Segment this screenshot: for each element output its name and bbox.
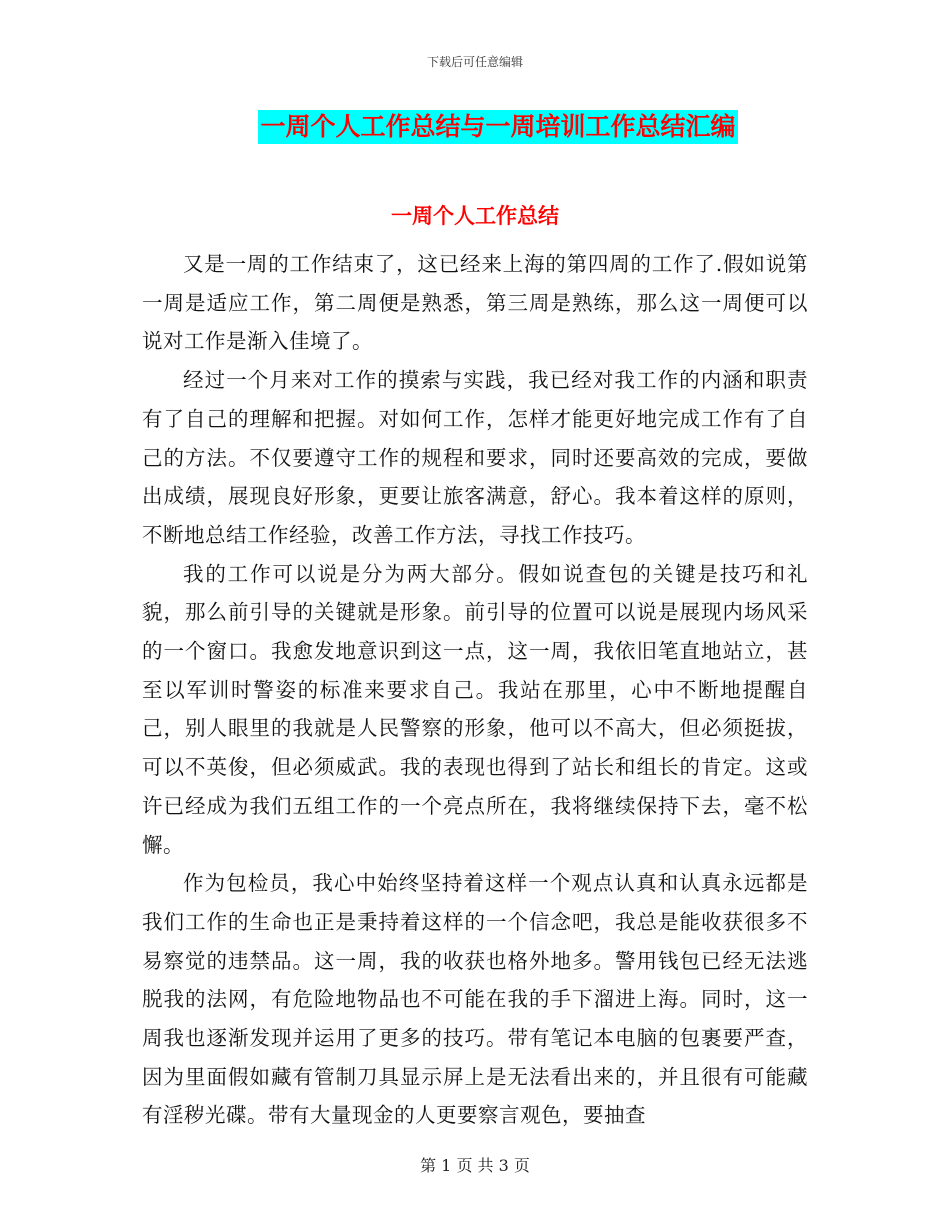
document-title-container [0,110,950,144]
paragraph-3: 我的工作可以说是分为两大部分。假如说查包的关键是技巧和礼貌，那么前引导的关键就是形象。前引导的位置可以说是展现内场风采的一个窗口。我愈发地意识到这一点，这一周，我依旧笔直地站立，甚至以军训时警姿的标准来要求自己。我站在那里，心中不断地提醒自己，别人眼里的我就是人民警察的形象，他可以不高大，但必须挺拔，可以不英俊，但必须威武。我的表现也得到了站长和组长的肯定。这或许已经成为我们五组工作的一个亮点所在，我将继续保持下去，毫不松懈。 [142,561,808,857]
paragraph-2: 经过一个月来对工作的摸索与实践，我已经对我工作的内涵和职责有了自己的理解和把握。对如何工作，怎样才能更好地完成工作有了自己的方法。不仅要遵守工作的规程和要求，同时还要高效的完成，要做出成绩，展现良好形象，更要让旅客满意，舒心。我本着这样的原则，不断地总结工作经验，改善工作方法，寻找工作技巧。 [142,368,808,547]
paragraph-4: 作为包检员，我心中始终坚持着这样一个观点认真和认真永远都是我们工作的生命也正是秉持着这样的一个信念吧，我总是能收获很多不易察觉的违禁品。这一周，我的收获也格外地多。警用钱包已经无法逃脱我的法网，有危险地物品也不可能在我的手下溜进上海。同时，这一周我也逐渐发现并运用了更多的技巧。带有笔记本电脑的包裹要严查，因为里面假如藏有管制刀具显示屏上是无法看出来的，并且很有可能藏有淫秽光碟。带有大量现金的人更要察言观色，要抽查 [142,871,808,1128]
document-title: 一周个人工作总结与一周培训工作总结汇编 [258,110,737,144]
paragraph-1: 又是一周的工作结束了，这已经来上海的第四周的工作了.假如说第一周是适应工作，第二周便是熟悉，第三周是熟练，那么这一周便可以说对工作是渐入佳境了。 [142,252,808,354]
header-note: 下载后可任意编辑 [426,55,523,69]
document-body [142,245,808,1135]
section-title: 一周个人工作总结 [391,204,559,228]
page-footer: 第 1 页 共 3 页 [420,1156,530,1175]
